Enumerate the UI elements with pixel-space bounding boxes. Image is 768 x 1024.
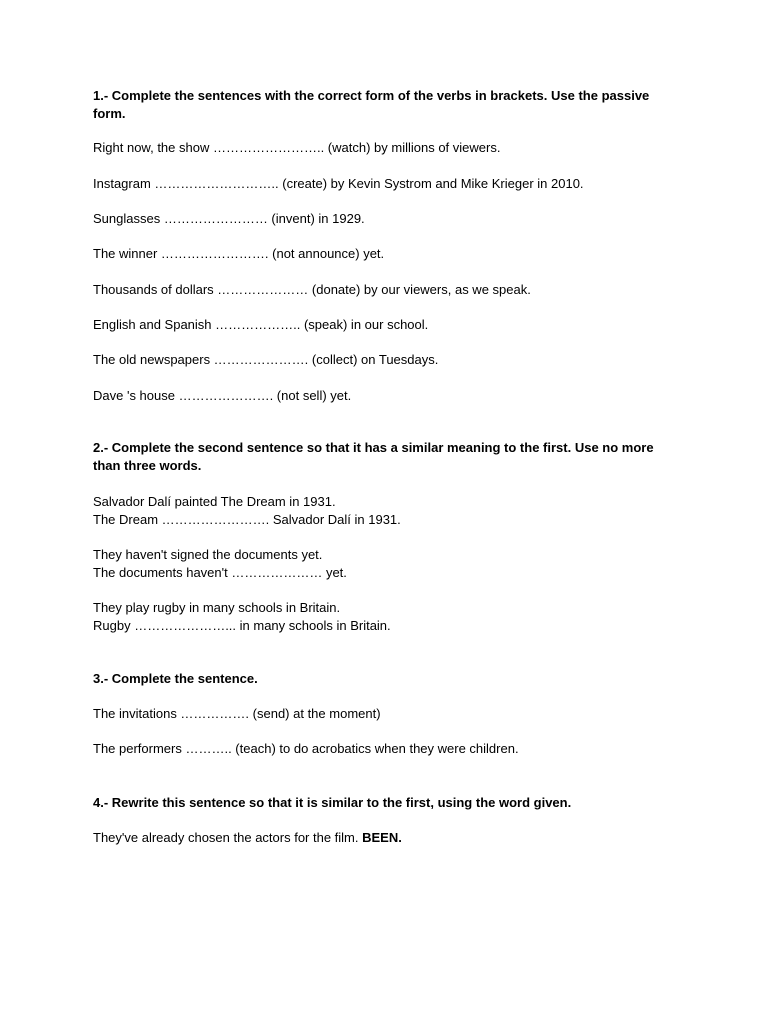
section-2-pair-3-second: Rugby …………………... in many schools in Britain. [93, 618, 391, 633]
section-2-pair-1 [93, 493, 693, 529]
section-4-sentence: They've already chosen the actors for the film. [93, 830, 359, 845]
section-4-keyword: BEEN. [362, 830, 402, 845]
section-3-item-2: The performers ……….. (teach) to do acrobatics when they were children. [93, 741, 519, 756]
section-1-item-6: English and Spanish ……………….. (speak) in our school. [93, 317, 429, 332]
section-2-pair-1-second: The Dream ……………………. Salvador Dalí in 1931. [93, 512, 401, 527]
section-1-item-3: Sunglasses …………………… (invent) in 1929. [93, 211, 365, 226]
section-4-item [93, 829, 693, 847]
section-2-pair-2-first: They haven't signed the documents yet. [93, 547, 323, 562]
section-2-pair-2-second: The documents haven't ………………… yet. [93, 565, 347, 580]
section-2-pair-2 [93, 546, 693, 582]
section-2-pair-3 [93, 599, 693, 635]
section-1-heading: 1.- Complete the sentences with the correct form of the verbs in brackets. Use the passive form. [93, 88, 650, 121]
section-4-heading: 4.- Rewrite this sentence so that it is similar to the first, using the word given. [93, 795, 572, 810]
section-3-heading: 3.- Complete the sentence. [93, 671, 258, 686]
section-2-heading: 2.- Complete the second sentence so that it has a similar meaning to the first. Use no more than three words. [93, 440, 654, 473]
section-3-item-1: The invitations ……………. (send) at the moment) [93, 706, 381, 721]
section-1-item-1: Right now, the show …………………….. (watch) by millions of viewers. [93, 140, 501, 155]
section-1-item-7: The old newspapers …………………. (collect) on Tuesdays. [93, 352, 439, 367]
section-1-item-4: The winner ……………………. (not announce) yet. [93, 246, 385, 261]
section-2-pair-1-first: Salvador Dalí painted The Dream in 1931. [93, 494, 336, 509]
section-2-pair-3-first: They play rugby in many schools in Britain. [93, 600, 341, 615]
section-1-item-5: Thousands of dollars ………………… (donate) by our viewers, as we speak. [93, 282, 531, 297]
section-1-item-8: Dave 's house …………………. (not sell) yet. [93, 388, 352, 403]
section-1-item-2: Instagram ……………………….. (create) by Kevin Systrom and Mike Krieger in 2010. [93, 176, 584, 191]
